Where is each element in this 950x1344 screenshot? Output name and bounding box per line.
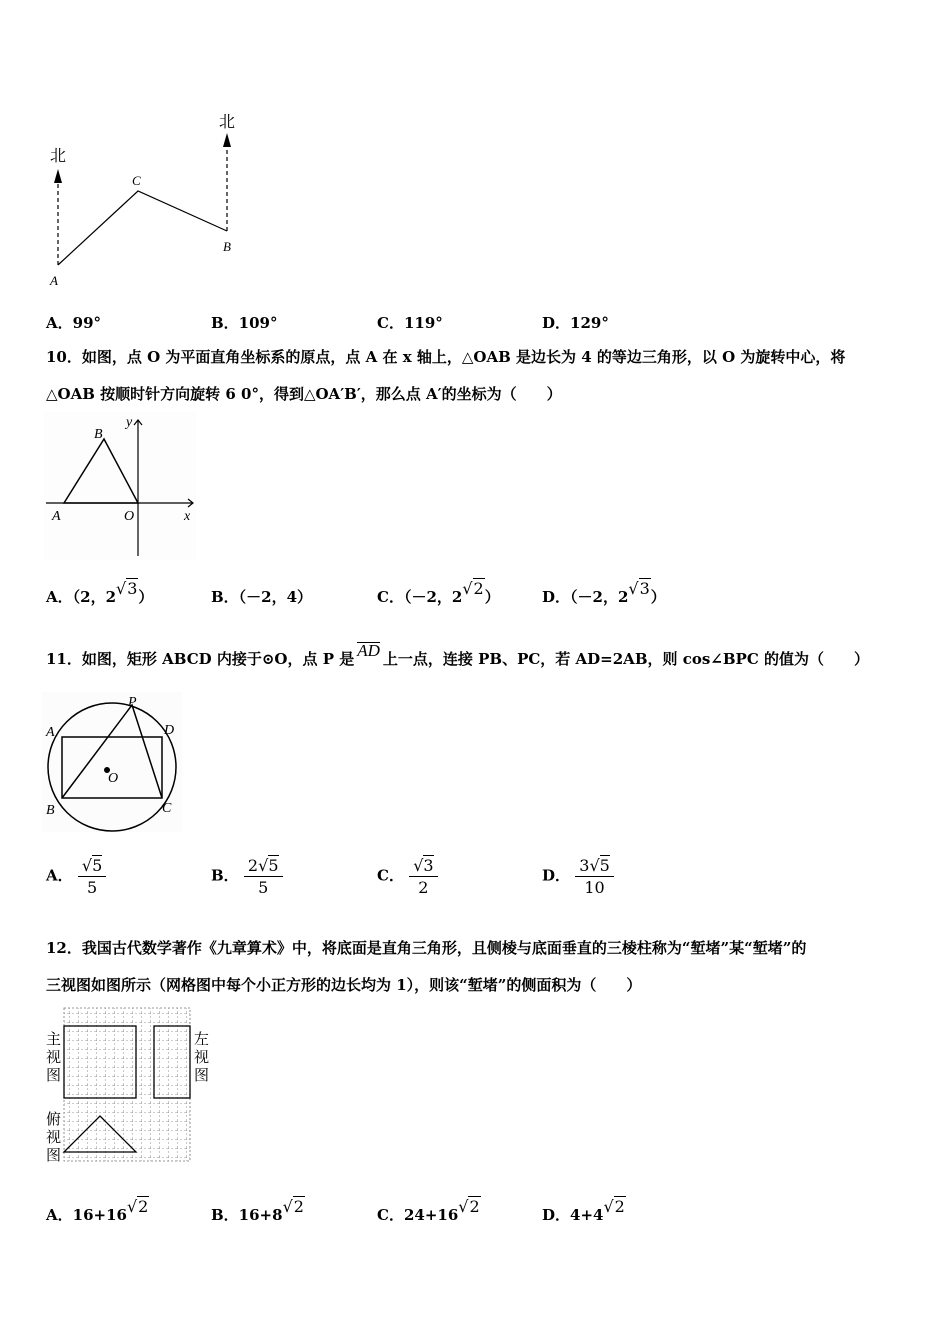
left-view-label-1: 左 [194, 1032, 210, 1048]
q10-option-c[interactable]: C．（－2，2√2） [377, 579, 500, 606]
x-axis-label: x [184, 509, 191, 524]
sqrt-a: √3 [116, 579, 138, 598]
top-view-label-1: 俯 [46, 1112, 62, 1128]
q10-option-b[interactable]: B．（－2，4） [211, 588, 313, 606]
q12-figure [42, 1004, 218, 1172]
q12-option-b[interactable]: B．16+8√2 [211, 1197, 304, 1224]
left-view-label-3: 图 [194, 1068, 210, 1084]
option-c-text: C．（－2，2 [377, 588, 463, 606]
q11-option-d[interactable]: D． $\frac{3√5}{10}$ [542, 856, 614, 897]
grid-background [64, 1008, 190, 1161]
q11-option-c[interactable]: C． $\frac{√3}{2}$ [377, 856, 438, 897]
point-a-label: A [46, 725, 55, 740]
arc-ad-label: AD [357, 641, 380, 660]
left-view-label-2: 视 [194, 1050, 210, 1066]
main-view-label-2: 视 [46, 1050, 62, 1066]
q12-stem-line2: 三视图如图所示（网格图中每个小正方形的边长均为 1），则该“堑堵”的侧面积为（ ） [46, 976, 642, 994]
q12-stem-line1: 12．我国古代数学著作《九章算术》中，将底面是直角三角形，且侧棱与底面垂直的三棱柱称为“堑堵”某“堑堵”的 [46, 939, 807, 957]
q9-option-b[interactable]: B．109° [211, 314, 278, 332]
point-p-label: P [128, 695, 137, 710]
sqrt-d: √3 [628, 579, 650, 598]
north-arrow-right-icon [223, 133, 231, 147]
main-view-label-3: 图 [46, 1068, 62, 1084]
fraction-d: $\frac{3√5}{10}$ [575, 856, 614, 897]
q11-option-a[interactable]: A． $\frac{√5}{5}$ [46, 856, 106, 897]
q9-figure [40, 105, 250, 295]
top-view-label-2: 视 [46, 1130, 62, 1146]
main-view-label-1: 主 [46, 1032, 62, 1048]
y-axis-label: y [126, 415, 133, 430]
q10-figure [44, 412, 196, 560]
q9-option-a[interactable]: A．99° [46, 314, 102, 332]
sqrt-c: √2 [458, 1197, 480, 1216]
q12-option-d[interactable]: D．4+4√2 [542, 1197, 625, 1224]
point-a-label: A [52, 509, 61, 524]
point-o-label: O [124, 509, 135, 524]
q10-option-a[interactable]: A．（2，2√3） [46, 579, 154, 606]
q10-option-d[interactable]: D．（－2，2√3） [542, 579, 666, 606]
sqrt-d: √2 [603, 1197, 625, 1216]
point-b-label: B [46, 803, 55, 818]
fraction-b: $\frac{2√5}{5}$ [244, 856, 283, 897]
sqrt-a: √2 [126, 1197, 149, 1216]
q11-stem: 11．如图，矩形 ABCD 内接于⊙O，点 P 是 AD 上一点，连接 PB、PC，若 AD=2AB，则 cos∠BPC 的值为（ ） [46, 641, 869, 668]
q11-figure [42, 692, 182, 832]
q10-stem-line2: △OAB 按顺时针方向旋转 6 0°，得到△OA′B′，那么点 A′的坐标为（ ） [46, 385, 562, 403]
option-a-text: A．（2，2 [46, 588, 117, 606]
fraction-a: $\frac{√5}{5}$ [78, 856, 106, 897]
top-view-label-3: 图 [46, 1148, 62, 1164]
q9-option-d[interactable]: D．129° [542, 314, 609, 332]
point-a-label: A [50, 273, 58, 288]
point-o-label: O [108, 771, 119, 786]
sqrt-b: √2 [282, 1197, 304, 1216]
q12-option-c[interactable]: C．24+16√2 [377, 1197, 480, 1224]
point-b-label: B [223, 239, 231, 254]
sqrt-c: √2 [462, 579, 484, 598]
north-label-right: 北 [219, 114, 236, 131]
q11-option-b[interactable]: B． $\frac{2√5}{5}$ [211, 856, 283, 897]
north-arrow-left-icon [54, 169, 62, 183]
q9-option-c[interactable]: C．119° [377, 314, 443, 332]
option-d-text: D．（－2，2 [542, 588, 629, 606]
north-label-left: 北 [50, 148, 67, 165]
q10-stem-line1: 10．如图，点 O 为平面直角坐标系的原点，点 A 在 x 轴上，△OAB 是边长为 4 的等边三角形，以 O 为旋转中心，将 [46, 348, 846, 366]
fraction-c: $\frac{√3}{2}$ [409, 856, 437, 897]
point-b-label: B [94, 427, 103, 442]
point-c-label: C [162, 801, 172, 816]
point-c-label: C [132, 173, 141, 188]
q12-option-a[interactable]: A．16+16√2 [46, 1197, 149, 1224]
point-d-label: D [164, 723, 175, 738]
path-acb [58, 191, 227, 265]
